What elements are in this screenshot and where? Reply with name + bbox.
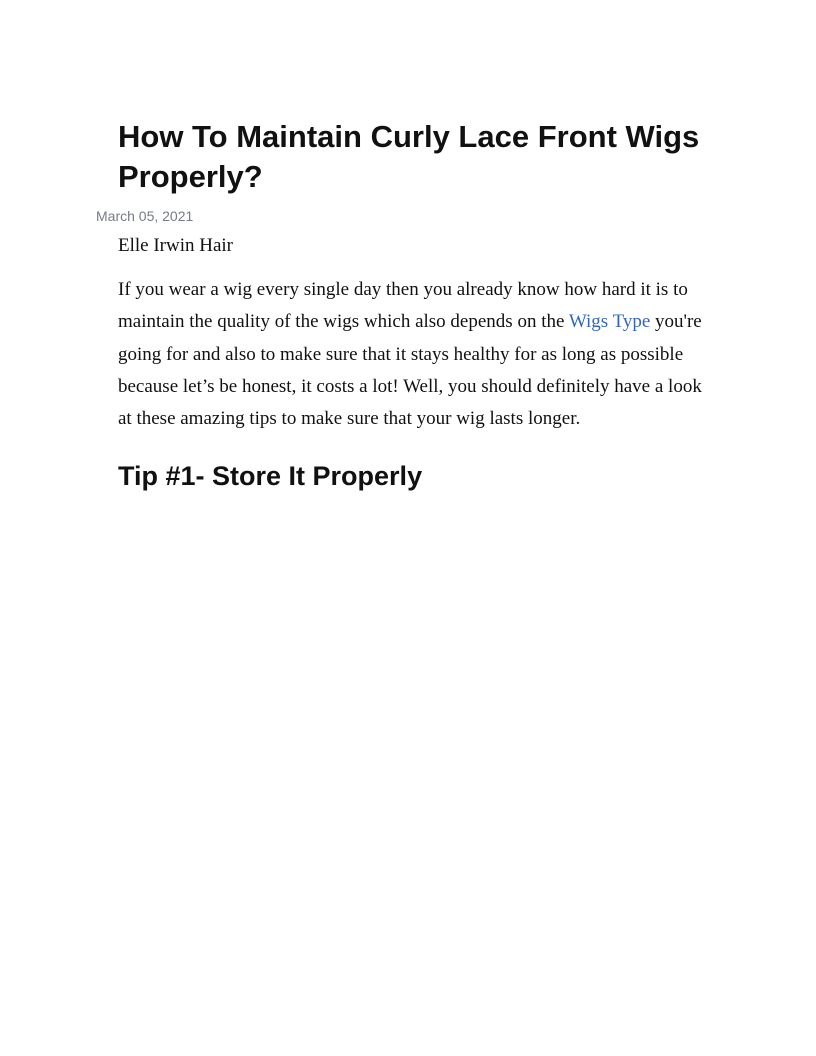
article-title: How To Maintain Curly Lace Front Wigs Properly? — [118, 119, 700, 194]
publish-date: March 05, 2021 — [96, 208, 194, 224]
section-heading: Tip #1- Store It Properly — [118, 461, 423, 491]
intro-text-after-link: you're going for and also to make sure that it stays healthy for as long as possible because let’s be honest, it costs a lot! Well, you should definitely have a look at these amazing tips to make sure that your wig lasts longer. — [118, 311, 702, 430]
author-name: Elle Irwin Hair — [118, 235, 234, 256]
intro-paragraph — [118, 274, 716, 435]
intro-text-before-link: If you wear a wig every single day then you already know how hard it is to maintain the quality of the wigs which also depends on the — [118, 279, 688, 333]
wigs-type-link[interactable]: Wigs Type — [568, 311, 651, 333]
